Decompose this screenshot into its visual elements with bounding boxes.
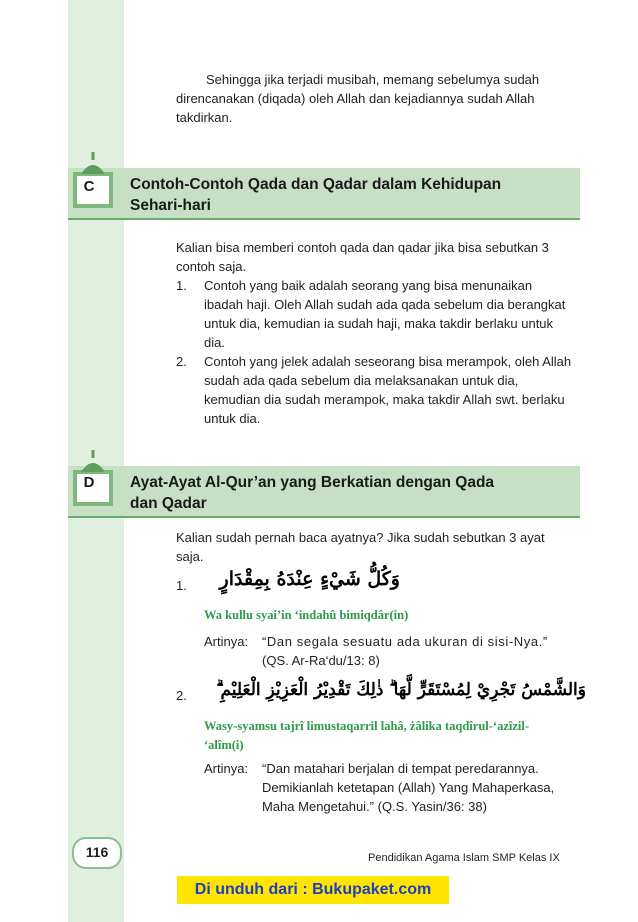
section-d-title <box>130 472 562 514</box>
list-item-line: dia. <box>204 335 225 350</box>
intro-line-1: Sehingga jika terjadi musibah, memang sebelumya sudah <box>206 72 540 87</box>
verse-meaning-line: (QS. Ar-Ra‘du/13: 8) <box>262 653 380 668</box>
download-link[interactable]: Di unduh dari : Bukupaket.com <box>194 881 432 898</box>
section-d-letter: D <box>83 474 95 491</box>
list-item-number: 1. <box>176 278 187 293</box>
verse-number: 2. <box>176 688 187 703</box>
list-item-line: untuk dia, kemudian ia sudah haji, maka takdir berlaku untuk <box>204 316 554 331</box>
page-number-badge <box>72 837 122 869</box>
list-item-line: untuk dia. <box>204 411 261 426</box>
section-d-intro-line-1: Kalian sudah pernah baca ayatnya? Jika sudah sebutkan 3 ayat <box>176 530 545 545</box>
section-c-title <box>130 174 562 216</box>
section-d-title-line-2: dan Qadar <box>130 495 207 512</box>
list-item-line: Contoh yang baik adalah seorang yang bisa menunaikan <box>204 278 533 293</box>
artinya-label: Artinya: <box>204 634 249 649</box>
section-c-title-line-2: Sehari-hari <box>130 197 211 214</box>
verse-meaning-line: Maha Mengetahui.” (Q.S. Yasin/36: 38) <box>262 799 487 814</box>
download-banner[interactable] <box>177 876 449 904</box>
list-item-number: 2. <box>176 354 187 369</box>
verse-transliteration: Wasy-syamsu tajrî limustaqarril lahâ, żâlika taqdîrul-‘azîzil- <box>204 719 529 733</box>
verse-transliteration: ‘alîm(i) <box>204 738 244 752</box>
intro-line-3: takdirkan. <box>176 110 233 125</box>
section-c-letter: C <box>83 178 95 195</box>
verse-arabic: وَكُلُّ شَيْءٍ عِنْدَهُ بِمِقْدَارٍ <box>219 568 400 590</box>
section-c-header <box>68 168 580 220</box>
section-c-intro-line-1: Kalian bisa memberi contoh qada dan qadar jika bisa sebutkan 3 <box>176 240 549 255</box>
list-item-line: sudah ada qada sebelum dia melaksanakan untuk dia, <box>204 373 519 388</box>
verse-transliteration: Wa kullu syai’in ‘indahû bimiqdâr(in) <box>204 608 409 622</box>
intro-line-2: direncanakan (diqada) oleh Allah dan kejadiannya sudah Allah <box>176 91 535 106</box>
verse-arabic: وَالشَّمْسُ تَجْرِيْ لِمُسْتَقَرٍّ لَّهَا ۗ ذٰلِكَ تَقْدِيْرُ الْعَزِيْزِ الْعَلِيْمِ ۗ <box>216 680 586 700</box>
page-number: 116 <box>85 844 109 860</box>
list-item-line: kemudian dia sudah merampok, maka takdir Allah swt. berlaku <box>204 392 565 407</box>
verse-meaning-line: Demikianlah ketetapan (Allah) Yang Mahaperkasa, <box>262 780 555 795</box>
section-d-underline <box>68 516 580 518</box>
artinya-label: Artinya: <box>204 761 249 776</box>
book-title: Pendidikan Agama Islam SMP Kelas IX <box>368 852 560 864</box>
verse-meaning-line: “Dan matahari berjalan di tempat peredarannya. <box>262 761 539 776</box>
section-c-intro-line-2: contoh saja. <box>176 259 247 274</box>
section-d-intro-line-2: saja. <box>176 549 204 564</box>
section-d-header <box>68 466 580 518</box>
list-item-line: Contoh yang jelek adalah seseorang bisa merampok, oleh Allah <box>204 354 572 369</box>
section-c-title-line-1: Contoh-Contoh Qada dan Qadar dalam Kehidupan <box>130 176 502 193</box>
section-d-title-line-1: Ayat-Ayat Al-Qur’an yang Berkatian dengan Qada <box>130 474 495 491</box>
list-item-line: ibadah haji. Oleh Allah sudah ada qada sebelum dia berangkat <box>204 297 566 312</box>
verse-meaning-line: “Dan segala sesuatu ada ukuran di sisi-Nya.” <box>262 634 548 649</box>
verse-number: 1. <box>176 578 187 593</box>
section-c-underline <box>68 218 580 220</box>
